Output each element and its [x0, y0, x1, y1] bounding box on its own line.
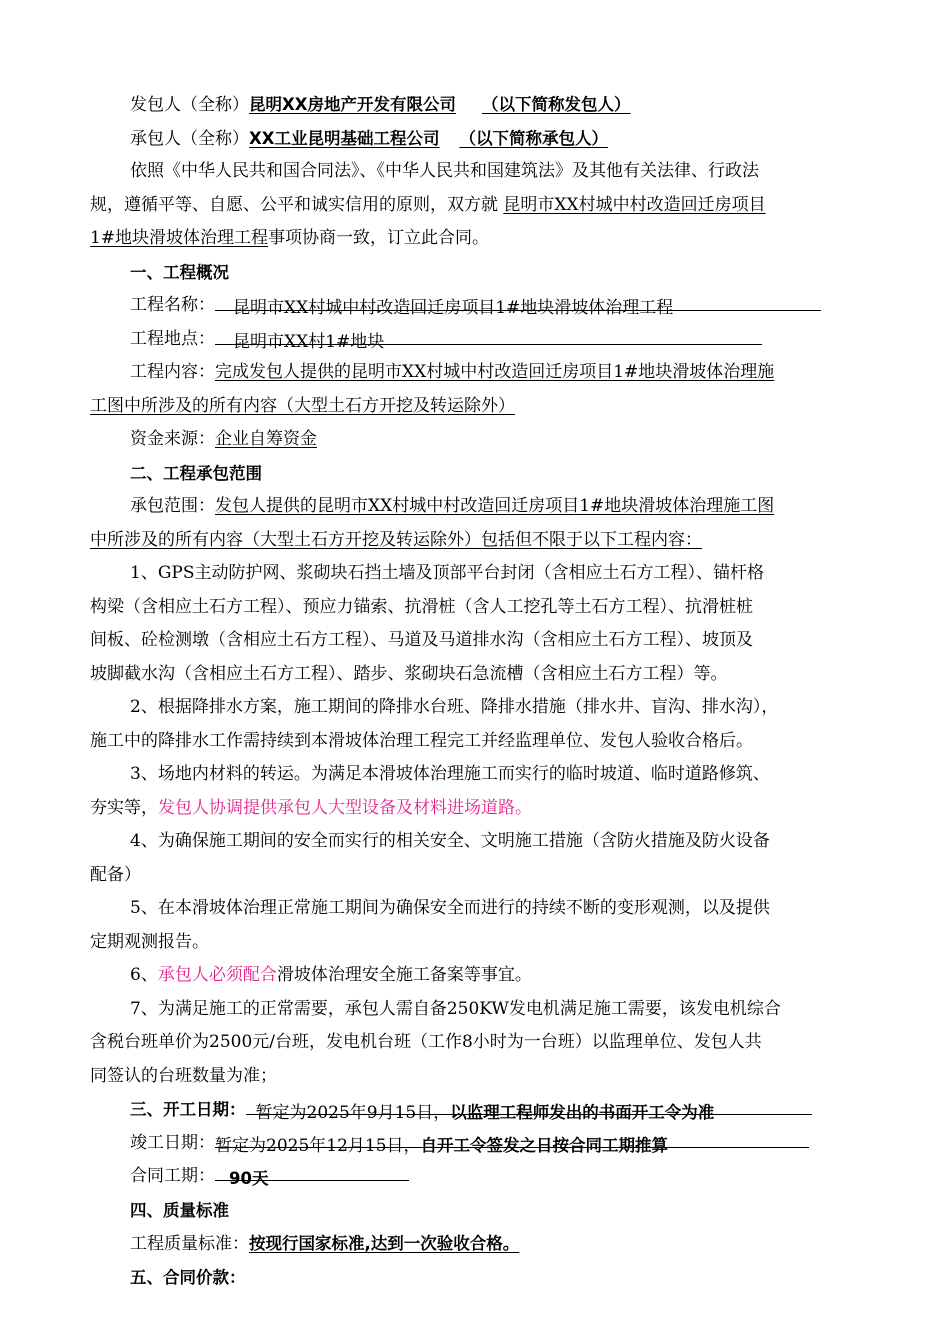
scope-item-7: 7、为满足施工的正常需要，承包人需自备250KW发电机满足施工需要，该发电机综合 — [130, 998, 781, 1019]
contractor-label: 承包人（全称） — [130, 128, 249, 149]
field-label: 工程地点： — [130, 328, 215, 349]
scope-item-4: 4、为确保施工期间的安全而实行的相关安全、文明施工措施（含防火措施及防火设备 — [130, 831, 770, 851]
section-heading: 四、质量标准 — [130, 1200, 229, 1220]
start-date-value: 暂定为2025年9月15日， — [255, 1103, 451, 1123]
scope-item-2: 2、根据降排水方案，施工期间的降排水台班、降排水措施（排水井、盲沟、排水沟）， — [130, 697, 779, 717]
preamble-text: 规，遵循平等、自愿、公平和诚实信用的原则，双方就 — [90, 194, 504, 215]
contract-period-value: 90天 — [229, 1169, 269, 1188]
project-content-value: 完成发包人提供的昆明市XX村城中村改造回迁房项目1#地块滑坡体治理施 — [215, 362, 775, 382]
scope-item-text: 6、 — [130, 965, 158, 985]
contract-page — [90, 88, 865, 1294]
field-label: 承包范围： — [130, 496, 215, 516]
field-label: 竣工日期： — [130, 1132, 215, 1153]
preamble-line — [90, 222, 865, 256]
employer-line — [90, 88, 865, 122]
section-heading: 五、合同价款： — [130, 1267, 246, 1287]
section-heading: 三、开工日期： — [130, 1100, 246, 1119]
employer-label: 发包人（全称） — [130, 95, 249, 115]
contractor-suffix: （以下简称承包人） — [459, 128, 608, 148]
scope-item-text: 夯实等， — [90, 797, 158, 818]
project-content-line — [90, 356, 865, 390]
highlighted-text: 发包人协调提供承包人大型设备及材料进场道路。 — [158, 797, 532, 818]
contractor-name: XX工业昆明基础工程公司 — [249, 128, 440, 148]
employer-suffix: （以下简称发包人） — [481, 95, 631, 114]
scope-item-5: 定期观测报告。 — [90, 931, 209, 952]
preamble-text: 事项协商一致，订立此合同。 — [268, 228, 490, 248]
project-name-ref: 昆明市XX村城中村改造回迁房项目 — [503, 194, 766, 215]
field-label: 工程内容： — [130, 362, 215, 382]
project-content-value: 工图中所涉及的所有内容（大型土石方开挖及转运除外） — [90, 395, 515, 416]
scope-line — [90, 524, 865, 558]
scope-line — [90, 490, 865, 524]
project-site-line — [90, 323, 865, 357]
project-site-value: 昆明市XX村1#地块 — [233, 331, 385, 352]
quality-value: 按现行国家标准,达到一次验收合格。 — [249, 1234, 520, 1253]
end-date-line — [90, 1127, 865, 1161]
preamble-line — [90, 155, 865, 189]
scope-item-6 — [90, 959, 865, 993]
project-name-value: 昆明市XX村城中村改造回迁房项目1#地块滑坡体治理工程 — [233, 298, 674, 318]
project-content-line — [90, 390, 865, 424]
scope-item-1: 构梁（含相应土石方工程）、预应力锚索、抗滑桩（含人工挖孔等土石方工程）、抗滑桩桩 — [90, 596, 753, 617]
scope-item-3 — [90, 792, 865, 826]
fund-source-value: 企业自筹资金 — [215, 429, 317, 449]
scope-item-3: 3、场地内材料的转运。为满足本滑坡体治理施工而实行的临时坡道、临时道路修筑、 — [130, 764, 770, 784]
scope-item-7: 同签认的台班数量为准； — [90, 1065, 277, 1086]
section-heading: 一、工程概况 — [130, 262, 229, 282]
field-label: 工程名称： — [130, 295, 215, 315]
scope-item-4: 配备） — [90, 864, 141, 885]
scope-item-5: 5、在本滑坡体治理正常施工期间为确保安全而进行的持续不断的变形观测，以及提供 — [130, 898, 770, 918]
scope-item-1: 1、GPS主动防护网、浆砌块石挡土墙及顶部平台封闭（含相应土石方工程）、锚杆格 — [130, 563, 764, 583]
highlighted-text: 承包人必须配合 — [157, 965, 277, 985]
quality-line — [90, 1227, 865, 1261]
contractor-line — [90, 122, 865, 156]
fund-source-line — [90, 423, 865, 457]
scope-item-text: 滑坡体治理安全施工备案等事宜。 — [276, 965, 532, 985]
contract-period-line — [90, 1160, 865, 1194]
field-label: 合同工期： — [130, 1166, 215, 1186]
preamble-text: 依照《中华人民共和国合同法》、《中华人民共和国建筑法》及其他有关法律、行政法 — [130, 161, 759, 181]
scope-item-1: 间板、砼检测墩（含相应土石方工程）、马道及马道排水沟（含相应土石方工程）、坡顶及 — [90, 630, 753, 650]
project-name-ref: 1#地块滑坡体治理工程 — [90, 228, 269, 248]
preamble-line — [90, 189, 865, 223]
start-date-note: 以监理工程师发出的书面开工令为准 — [450, 1103, 715, 1122]
project-name-line — [90, 289, 865, 323]
scope-item-1: 坡脚截水沟（含相应土石方工程）、踏步、浆砌块石急流槽（含相应土石方工程）等。 — [90, 663, 728, 684]
employer-name: 昆明XX房地产开发有限公司 — [249, 95, 456, 114]
scope-item-7: 含税台班单价为2500元/台班，发电机台班（工作8小时为一台班）以监理单位、发包人共 — [90, 1032, 762, 1052]
field-label: 资金来源： — [130, 429, 215, 449]
scope-item-2: 施工中的降排水工作需持续到本滑坡体治理工程完工并经监理单位、发包人验收合格后。 — [90, 730, 753, 751]
field-label: 工程质量标准： — [130, 1234, 249, 1254]
end-date-value: 暂定为2025年12月15日， — [215, 1135, 421, 1156]
start-date-line — [90, 1093, 865, 1127]
scope-value: 中所涉及的所有内容（大型土石方开挖及转运除外）包括但不限于以下工程内容： — [90, 529, 702, 550]
section-heading: 二、工程承包范围 — [130, 463, 262, 483]
end-date-note: 自开工令签发之日按合同工期推算 — [420, 1135, 669, 1155]
scope-value: 发包人提供的昆明市XX村城中村改造回迁房项目1#地块滑坡体治理施工图 — [215, 496, 775, 516]
